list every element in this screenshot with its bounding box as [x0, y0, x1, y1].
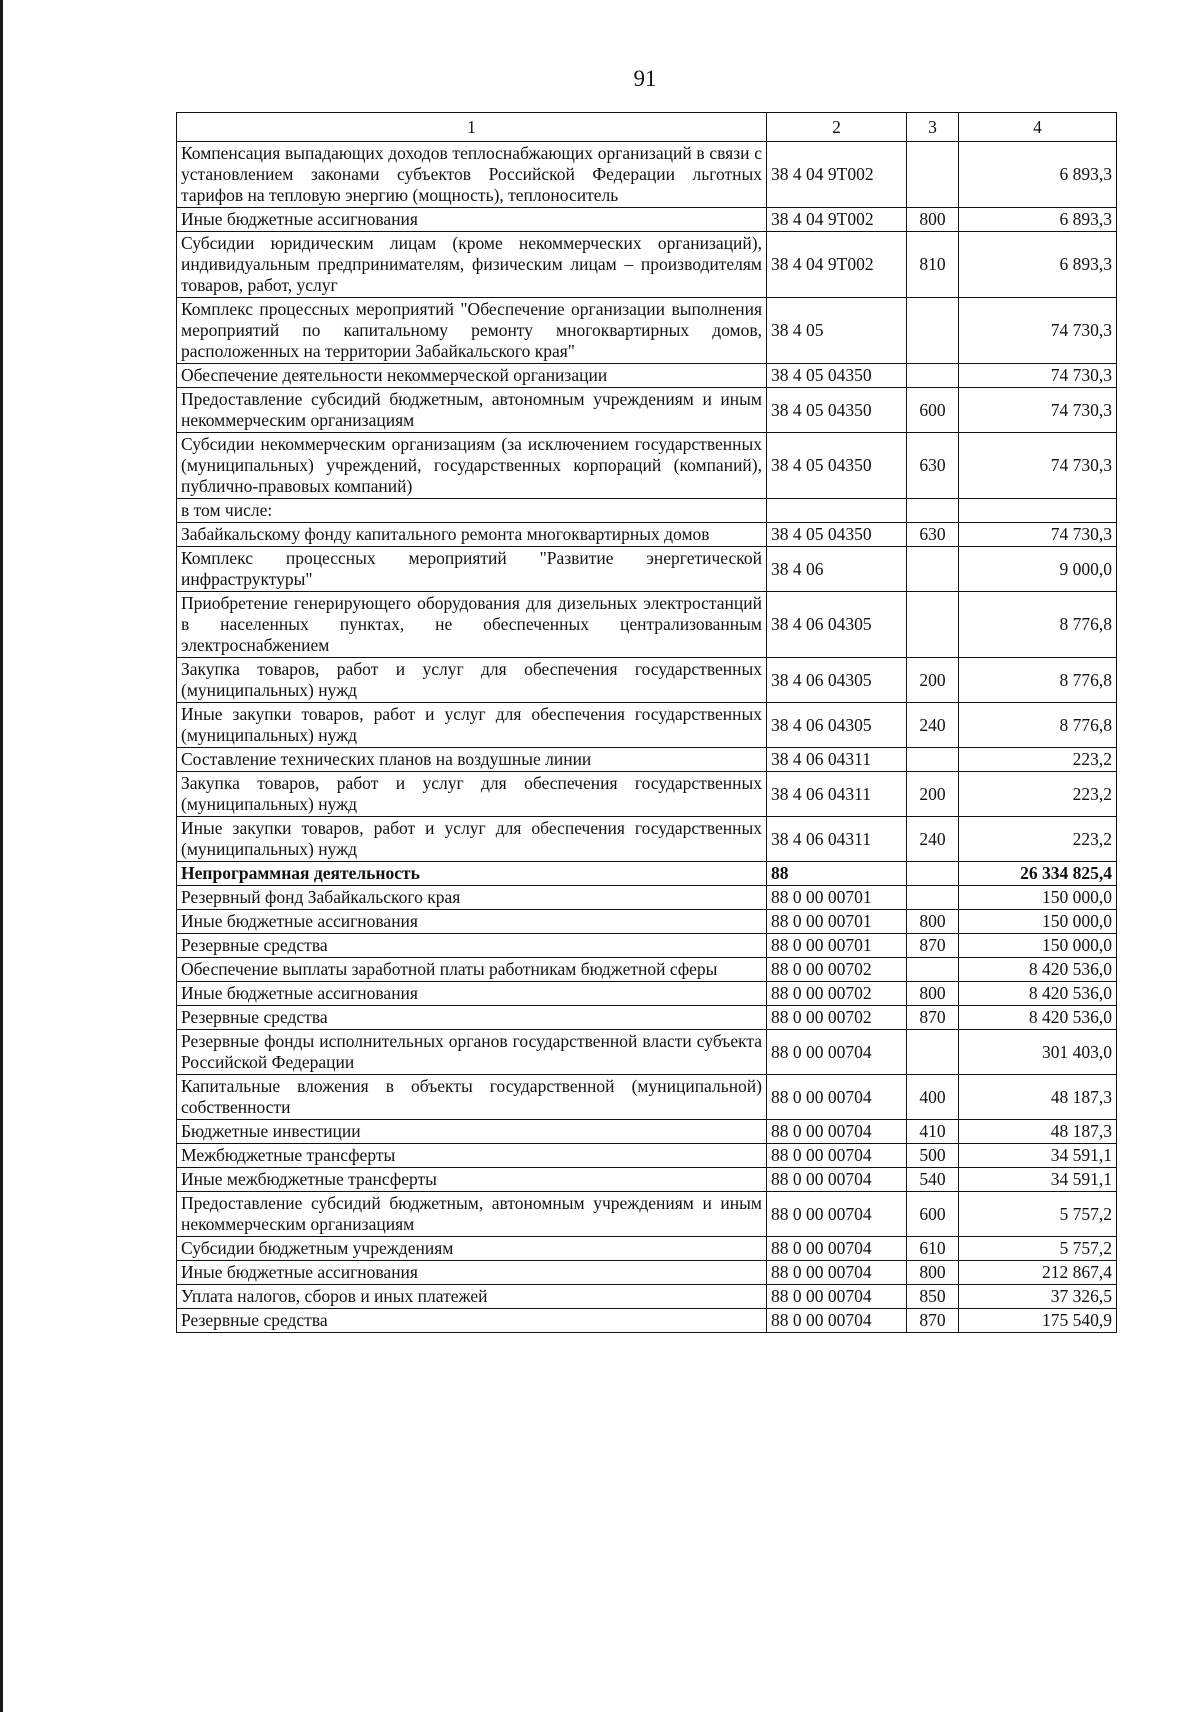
row-name-cell: Уплата налогов, сборов и иных платежей	[177, 1285, 767, 1309]
row-sum-cell: 74 730,3	[959, 433, 1117, 499]
table-row	[177, 1168, 1117, 1192]
table-row	[177, 298, 1117, 364]
row-type-cell: 600	[907, 388, 959, 433]
row-name-cell: Иные бюджетные ассигнования	[177, 982, 767, 1006]
row-sum-cell: 6 893,3	[959, 142, 1117, 208]
row-sum-cell: 48 187,3	[959, 1075, 1117, 1120]
row-name-cell: Резервный фонд Забайкальского края	[177, 886, 767, 910]
column-header-type: 3	[907, 113, 959, 142]
row-code-cell: 38 4 05 04350	[767, 433, 907, 499]
table-row	[177, 658, 1117, 703]
row-sum-cell: 8 420 536,0	[959, 1006, 1117, 1030]
row-type-cell	[907, 298, 959, 364]
row-name-cell: Иные бюджетные ассигнования	[177, 208, 767, 232]
row-code-cell: 88 0 00 00702	[767, 982, 907, 1006]
row-type-cell: 400	[907, 1075, 959, 1120]
table-row	[177, 1144, 1117, 1168]
row-type-cell: 500	[907, 1144, 959, 1168]
table-row	[177, 886, 1117, 910]
row-code-cell: 88 0 00 00704	[767, 1309, 907, 1333]
row-type-cell: 870	[907, 934, 959, 958]
table-row	[177, 433, 1117, 499]
row-code-cell: 38 4 06 04305	[767, 658, 907, 703]
row-sum-cell: 6 893,3	[959, 208, 1117, 232]
row-type-cell	[907, 862, 959, 886]
row-sum-cell: 34 591,1	[959, 1168, 1117, 1192]
row-sum-cell: 34 591,1	[959, 1144, 1117, 1168]
row-name-cell: Иные бюджетные ассигнования	[177, 910, 767, 934]
row-type-cell: 410	[907, 1120, 959, 1144]
table-row	[177, 208, 1117, 232]
row-code-cell: 38 4 06 04311	[767, 772, 907, 817]
row-type-cell: 800	[907, 910, 959, 934]
row-sum-cell: 74 730,3	[959, 388, 1117, 433]
row-sum-cell: 8 420 536,0	[959, 982, 1117, 1006]
row-type-cell: 870	[907, 1309, 959, 1333]
row-code-cell: 88 0 00 00701	[767, 934, 907, 958]
row-code-cell: 38 4 04 9Т002	[767, 142, 907, 208]
row-type-cell: 870	[907, 1006, 959, 1030]
column-header-sum: 4	[959, 113, 1117, 142]
table-row	[177, 1309, 1117, 1333]
table-row	[177, 817, 1117, 862]
row-type-cell: 850	[907, 1285, 959, 1309]
table-row	[177, 523, 1117, 547]
row-type-cell	[907, 748, 959, 772]
row-sum-cell: 5 757,2	[959, 1237, 1117, 1261]
row-code-cell: 88 0 00 00704	[767, 1144, 907, 1168]
row-name-cell: Иные межбюджетные трансферты	[177, 1168, 767, 1192]
row-type-cell: 800	[907, 1261, 959, 1285]
table-row	[177, 1030, 1117, 1075]
row-code-cell: 38 4 06 04311	[767, 817, 907, 862]
row-sum-cell: 74 730,3	[959, 523, 1117, 547]
row-sum-cell: 48 187,3	[959, 1120, 1117, 1144]
table-row	[177, 499, 1117, 523]
row-name-cell: Межбюджетные трансферты	[177, 1144, 767, 1168]
column-header-code: 2	[767, 113, 907, 142]
row-name-cell: в том числе:	[177, 499, 767, 523]
row-type-cell	[907, 592, 959, 658]
row-sum-cell: 223,2	[959, 772, 1117, 817]
table-row	[177, 364, 1117, 388]
table-row	[177, 232, 1117, 298]
row-code-cell: 38 4 04 9Т002	[767, 232, 907, 298]
row-name-cell: Непрограммная деятельность	[177, 862, 767, 886]
row-name-cell: Предоставление субсидий бюджетным, автономным учреждениям и иным некоммерческим организациям	[177, 1192, 767, 1237]
row-type-cell	[907, 142, 959, 208]
row-type-cell: 600	[907, 1192, 959, 1237]
row-name-cell: Закупка товаров, работ и услуг для обеспечения государственных (муниципальных) нужд	[177, 772, 767, 817]
table-row	[177, 142, 1117, 208]
row-sum-cell: 150 000,0	[959, 934, 1117, 958]
row-sum-cell: 301 403,0	[959, 1030, 1117, 1075]
row-name-cell: Иные закупки товаров, работ и услуг для обеспечения государственных (муниципальных) нужд	[177, 703, 767, 748]
row-code-cell: 88 0 00 00701	[767, 886, 907, 910]
page-number: 91	[633, 66, 657, 91]
row-name-cell: Капитальные вложения в объекты государственной (муниципальной) собственности	[177, 1075, 767, 1120]
row-sum-cell: 74 730,3	[959, 298, 1117, 364]
row-sum-cell: 8 776,8	[959, 658, 1117, 703]
table-row	[177, 1285, 1117, 1309]
row-type-cell	[907, 547, 959, 592]
row-code-cell: 88 0 00 00702	[767, 1006, 907, 1030]
row-code-cell: 38 4 06	[767, 547, 907, 592]
row-name-cell: Комплекс процессных мероприятий "Развитие энергетической инфраструктуры"	[177, 547, 767, 592]
row-sum-cell: 37 326,5	[959, 1285, 1117, 1309]
row-sum-cell: 74 730,3	[959, 364, 1117, 388]
row-sum-cell: 150 000,0	[959, 886, 1117, 910]
row-code-cell: 88 0 00 00702	[767, 958, 907, 982]
row-type-cell	[907, 364, 959, 388]
row-type-cell: 610	[907, 1237, 959, 1261]
table-row	[177, 703, 1117, 748]
table-body	[177, 142, 1117, 1333]
row-sum-cell: 8 420 536,0	[959, 958, 1117, 982]
row-sum-cell: 6 893,3	[959, 232, 1117, 298]
row-code-cell: 38 4 06 04305	[767, 703, 907, 748]
row-name-cell: Резервные средства	[177, 1006, 767, 1030]
row-name-cell: Обеспечение деятельности некоммерческой организации	[177, 364, 767, 388]
row-type-cell: 630	[907, 523, 959, 547]
row-code-cell: 38 4 05 04350	[767, 388, 907, 433]
row-name-cell: Иные закупки товаров, работ и услуг для обеспечения государственных (муниципальных) нужд	[177, 817, 767, 862]
table-row	[177, 910, 1117, 934]
table-row	[177, 958, 1117, 982]
row-code-cell: 38 4 05 04350	[767, 523, 907, 547]
row-code-cell: 88 0 00 00704	[767, 1075, 907, 1120]
row-sum-cell: 212 867,4	[959, 1261, 1117, 1285]
row-code-cell: 88 0 00 00704	[767, 1237, 907, 1261]
row-type-cell	[907, 886, 959, 910]
table-row	[177, 1006, 1117, 1030]
row-name-cell: Предоставление субсидий бюджетным, автономным учреждениям и иным некоммерческим организациям	[177, 388, 767, 433]
row-name-cell: Бюджетные инвестиции	[177, 1120, 767, 1144]
table-row	[177, 772, 1117, 817]
table-row	[177, 934, 1117, 958]
table-row	[177, 388, 1117, 433]
row-code-cell: 38 4 05	[767, 298, 907, 364]
row-code-cell: 88 0 00 00704	[767, 1030, 907, 1075]
row-code-cell: 38 4 05 04350	[767, 364, 907, 388]
row-type-cell	[907, 958, 959, 982]
row-code-cell: 38 4 06 04305	[767, 592, 907, 658]
scan-edge	[0, 0, 3, 1712]
row-type-cell	[907, 1030, 959, 1075]
row-sum-cell: 8 776,8	[959, 703, 1117, 748]
row-code-cell: 88 0 00 00704	[767, 1120, 907, 1144]
row-type-cell: 810	[907, 232, 959, 298]
row-name-cell: Приобретение генерирующего оборудования для дизельных электростанций в населенных пунктах, не обеспеченных централизованным электроснабжением	[177, 592, 767, 658]
row-sum-cell	[959, 499, 1117, 523]
row-name-cell: Забайкальскому фонду капитального ремонта многоквартирных домов	[177, 523, 767, 547]
row-name-cell: Резервные средства	[177, 1309, 767, 1333]
row-type-cell	[907, 499, 959, 523]
row-code-cell: 88 0 00 00704	[767, 1285, 907, 1309]
row-type-cell: 200	[907, 658, 959, 703]
row-name-cell: Закупка товаров, работ и услуг для обеспечения государственных (муниципальных) нужд	[177, 658, 767, 703]
row-name-cell: Субсидии бюджетным учреждениям	[177, 1237, 767, 1261]
row-name-cell: Субсидии некоммерческим организациям (за исключением государственных (муниципальных) учреждений, государственных корпораций (компаний), публично-правовых компаний)	[177, 433, 767, 499]
row-type-cell: 240	[907, 703, 959, 748]
row-sum-cell: 175 540,9	[959, 1309, 1117, 1333]
row-sum-cell: 223,2	[959, 817, 1117, 862]
table-row	[177, 1192, 1117, 1237]
row-code-cell	[767, 499, 907, 523]
row-type-cell: 540	[907, 1168, 959, 1192]
row-type-cell: 800	[907, 982, 959, 1006]
table-row	[177, 1237, 1117, 1261]
row-sum-cell: 150 000,0	[959, 910, 1117, 934]
budget-table	[176, 112, 1117, 1333]
row-type-cell: 240	[907, 817, 959, 862]
table-row	[177, 748, 1117, 772]
table-row	[177, 862, 1117, 886]
row-code-cell: 88 0 00 00704	[767, 1261, 907, 1285]
row-type-cell: 200	[907, 772, 959, 817]
row-code-cell: 88 0 00 00701	[767, 910, 907, 934]
table-row	[177, 1075, 1117, 1120]
row-code-cell: 88 0 00 00704	[767, 1192, 907, 1237]
row-code-cell: 88 0 00 00704	[767, 1168, 907, 1192]
row-type-cell: 800	[907, 208, 959, 232]
row-name-cell: Составление технических планов на воздушные линии	[177, 748, 767, 772]
row-code-cell: 38 4 04 9Т002	[767, 208, 907, 232]
row-sum-cell: 5 757,2	[959, 1192, 1117, 1237]
table-row	[177, 547, 1117, 592]
row-name-cell: Обеспечение выплаты заработной платы работникам бюджетной сферы	[177, 958, 767, 982]
row-name-cell: Компенсация выпадающих доходов теплоснабжающих организаций в связи с установлением законами субъектов Российской Федерации льготных тарифов на тепловую энергию (мощность), теплоноситель	[177, 142, 767, 208]
row-name-cell: Иные бюджетные ассигнования	[177, 1261, 767, 1285]
row-name-cell: Резервные средства	[177, 934, 767, 958]
table-header-row	[177, 113, 1117, 142]
table-row	[177, 1120, 1117, 1144]
row-type-cell: 630	[907, 433, 959, 499]
column-header-name: 1	[177, 113, 767, 142]
row-sum-cell: 9 000,0	[959, 547, 1117, 592]
row-name-cell: Резервные фонды исполнительных органов государственной власти субъекта Российской Федерации	[177, 1030, 767, 1075]
row-sum-cell: 26 334 825,4	[959, 862, 1117, 886]
row-name-cell: Субсидии юридическим лицам (кроме некоммерческих организаций), индивидуальным предпринимателям, физическим лицам – производителям товаров, работ, услуг	[177, 232, 767, 298]
row-sum-cell: 223,2	[959, 748, 1117, 772]
table-row	[177, 1261, 1117, 1285]
row-name-cell: Комплекс процессных мероприятий "Обеспечение организации выполнения мероприятий по капитальному ремонту многоквартирных домов, расположенных на территории Забайкальского края"	[177, 298, 767, 364]
table-row	[177, 592, 1117, 658]
row-sum-cell: 8 776,8	[959, 592, 1117, 658]
row-code-cell: 88	[767, 862, 907, 886]
table-row	[177, 982, 1117, 1006]
row-code-cell: 38 4 06 04311	[767, 748, 907, 772]
